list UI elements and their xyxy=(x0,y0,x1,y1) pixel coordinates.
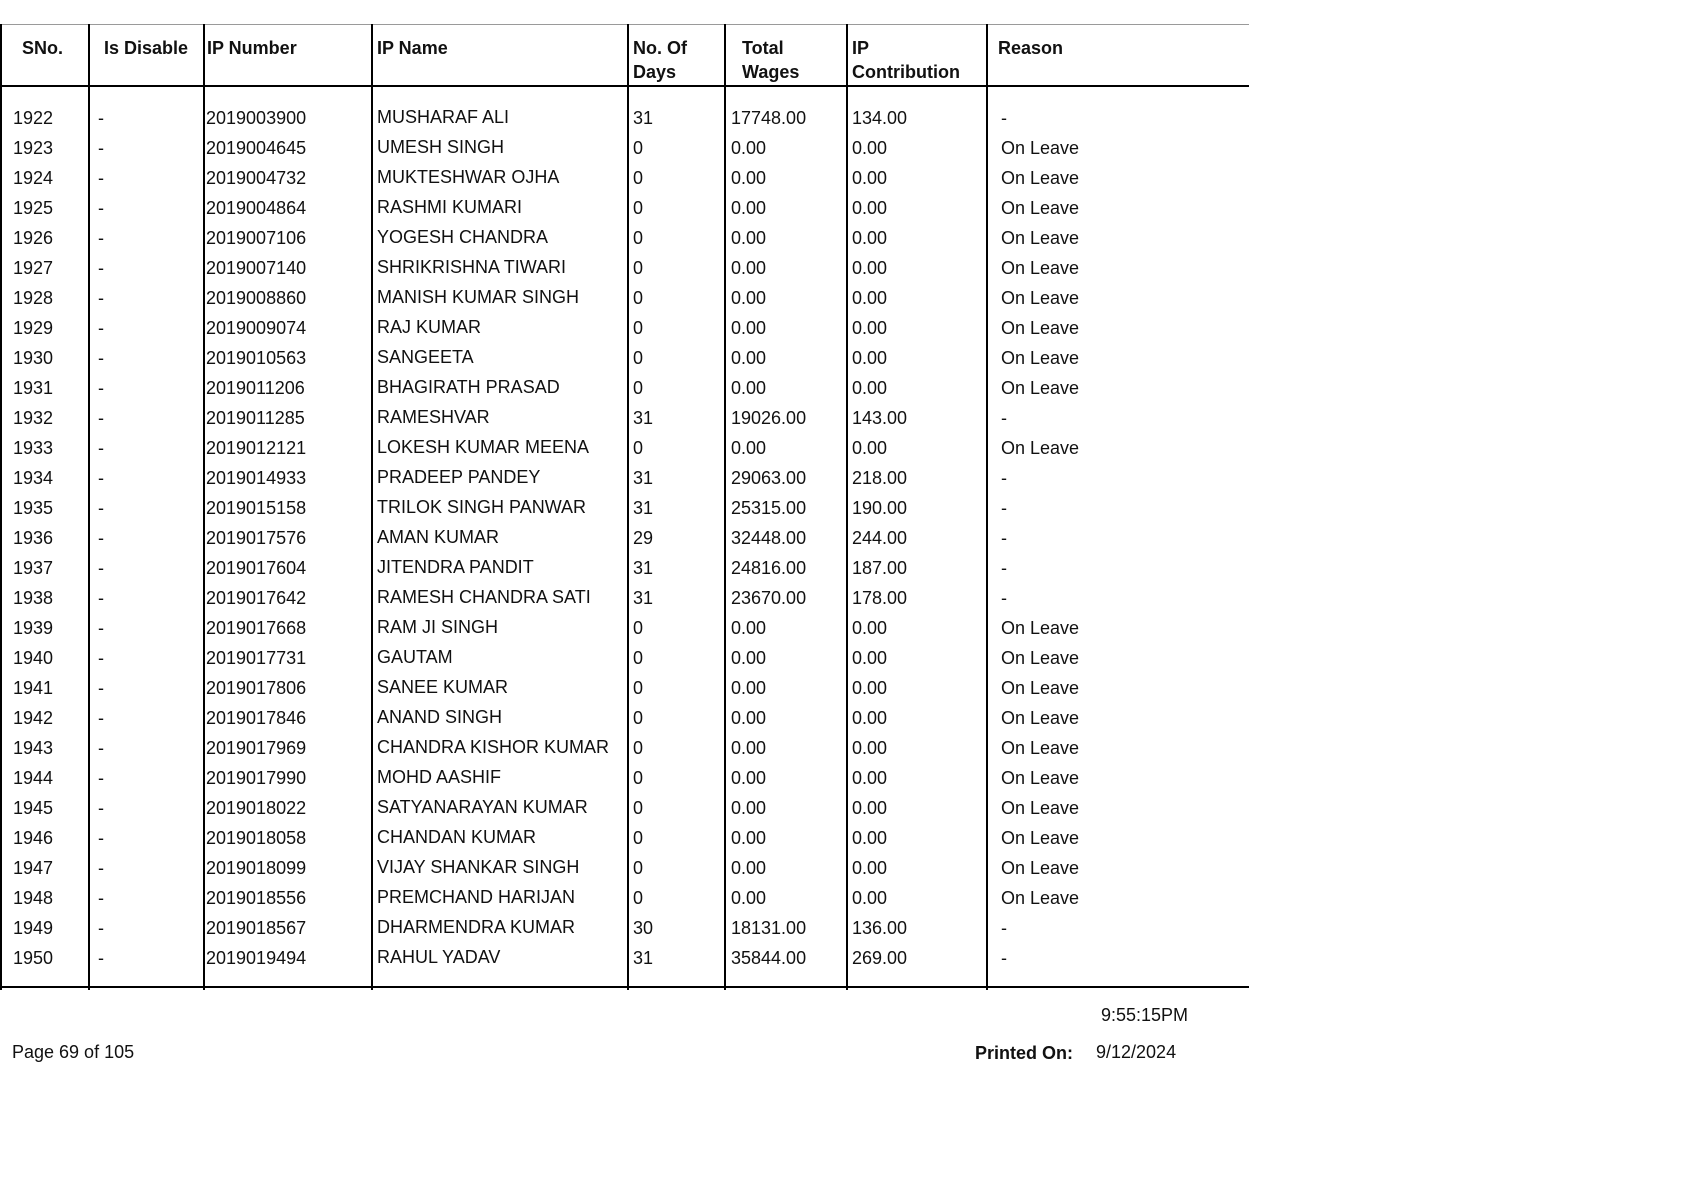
cell-sno: 1947 xyxy=(13,858,54,878)
cell-reason: On Leave xyxy=(1001,348,1080,368)
cell-sno: 1944 xyxy=(13,768,54,788)
cell-no-of-days: 31 xyxy=(633,408,654,428)
cell-reason: - xyxy=(1001,558,1007,578)
cell-ip-contribution: 0.00 xyxy=(852,768,888,788)
cell-ip-contribution: 0.00 xyxy=(852,798,888,818)
cell-ip-name: SANGEETA xyxy=(377,347,474,367)
cell-ip-contribution: 0.00 xyxy=(852,438,888,458)
cell-reason: On Leave xyxy=(1001,168,1080,188)
cell-ip-number: 2019017668 xyxy=(206,618,307,638)
cell-ip-contribution: 0.00 xyxy=(852,138,888,158)
cell-total-wages: 0.00 xyxy=(731,168,767,188)
cell-no-of-days: 0 xyxy=(633,708,644,728)
cell-ip-name: SHRIKRISHNA TIWARI xyxy=(377,257,567,277)
cell-ip-contribution: 134.00 xyxy=(852,108,908,128)
cell-ip-name: YOGESH CHANDRA xyxy=(377,227,549,247)
cell-total-wages: 0.00 xyxy=(731,768,767,788)
cell-ip-number: 2019011285 xyxy=(206,408,305,428)
cell-is-disable: - xyxy=(98,828,104,848)
cell-ip-number: 2019014933 xyxy=(206,468,307,488)
cell-total-wages: 19026.00 xyxy=(731,408,807,428)
cell-reason: - xyxy=(1001,408,1007,428)
cell-sno: 1946 xyxy=(13,828,54,848)
header-total-wages: Total Wages xyxy=(742,38,800,82)
cell-sno: 1937 xyxy=(13,558,54,578)
cell-ip-name: SANEE KUMAR xyxy=(377,677,509,697)
table-row xyxy=(0,134,1249,164)
table-row xyxy=(0,854,1249,884)
cell-no-of-days: 0 xyxy=(633,678,644,698)
cell-ip-name: CHANDAN KUMAR xyxy=(377,827,537,847)
cell-total-wages: 0.00 xyxy=(731,438,767,458)
cell-reason: - xyxy=(1001,948,1007,968)
cell-ip-number: 2019007140 xyxy=(206,258,307,278)
cell-sno: 1930 xyxy=(13,348,54,368)
cell-ip-contribution: 0.00 xyxy=(852,828,888,848)
cell-ip-number: 2019017731 xyxy=(206,648,307,668)
cell-is-disable: - xyxy=(98,168,104,188)
table-row xyxy=(0,404,1249,434)
cell-reason: On Leave xyxy=(1001,738,1080,758)
cell-ip-number: 2019017576 xyxy=(206,528,307,548)
cell-ip-number: 2019017969 xyxy=(206,738,307,758)
table-row xyxy=(0,164,1249,194)
cell-ip-contribution: 0.00 xyxy=(852,348,888,368)
cell-sno: 1945 xyxy=(13,798,54,818)
table-row xyxy=(0,914,1249,944)
cell-ip-name: VIJAY SHANKAR SINGH xyxy=(377,857,580,877)
cell-total-wages: 0.00 xyxy=(731,738,767,758)
cell-ip-contribution: 143.00 xyxy=(852,408,908,428)
cell-reason: On Leave xyxy=(1001,798,1080,818)
cell-ip-number: 2019018022 xyxy=(206,798,307,818)
table-row xyxy=(0,224,1249,254)
cell-total-wages: 0.00 xyxy=(731,798,767,818)
cell-ip-number: 2019018567 xyxy=(206,918,307,938)
cell-is-disable: - xyxy=(98,228,104,248)
cell-ip-contribution: 0.00 xyxy=(852,258,888,278)
cell-is-disable: - xyxy=(98,318,104,338)
cell-no-of-days: 0 xyxy=(633,888,644,908)
cell-ip-number: 2019019494 xyxy=(206,948,307,968)
table-row xyxy=(0,344,1249,374)
table-row xyxy=(0,764,1249,794)
cell-ip-contribution: 0.00 xyxy=(852,318,888,338)
cell-ip-number: 2019012121 xyxy=(206,438,307,458)
cell-ip-contribution: 136.00 xyxy=(852,918,908,938)
cell-no-of-days: 0 xyxy=(633,318,644,338)
table-row xyxy=(0,884,1249,914)
table-row xyxy=(0,734,1249,764)
cell-ip-contribution: 0.00 xyxy=(852,678,888,698)
cell-total-wages: 0.00 xyxy=(731,288,767,308)
cell-total-wages: 0.00 xyxy=(731,258,767,278)
header-no-of-days: No. Of Days xyxy=(633,38,687,82)
cell-no-of-days: 0 xyxy=(633,348,644,368)
cell-total-wages: 0.00 xyxy=(731,648,767,668)
cell-reason: On Leave xyxy=(1001,678,1080,698)
cell-reason: On Leave xyxy=(1001,768,1080,788)
cell-ip-name: PREMCHAND HARIJAN xyxy=(377,887,576,907)
cell-ip-contribution: 190.00 xyxy=(852,498,908,518)
cell-is-disable: - xyxy=(98,858,104,878)
cell-no-of-days: 0 xyxy=(633,288,644,308)
cell-total-wages: 23670.00 xyxy=(731,588,807,608)
cell-reason: On Leave xyxy=(1001,198,1080,218)
table-row xyxy=(0,374,1249,404)
cell-no-of-days: 31 xyxy=(633,588,654,608)
cell-reason: On Leave xyxy=(1001,708,1080,728)
cell-no-of-days: 0 xyxy=(633,828,644,848)
cell-is-disable: - xyxy=(98,798,104,818)
printed-on-date: 9/12/2024 xyxy=(1096,1042,1177,1062)
cell-ip-number: 2019007106 xyxy=(206,228,307,248)
cell-ip-name: AMAN KUMAR xyxy=(377,527,500,547)
cell-total-wages: 29063.00 xyxy=(731,468,807,488)
cell-sno: 1934 xyxy=(13,468,54,488)
cell-ip-name: GAUTAM xyxy=(377,647,453,667)
cell-reason: - xyxy=(1001,468,1007,488)
table-row xyxy=(0,644,1249,674)
cell-no-of-days: 31 xyxy=(633,948,654,968)
cell-total-wages: 0.00 xyxy=(731,678,767,698)
table-row xyxy=(0,194,1249,224)
cell-ip-number: 2019015158 xyxy=(206,498,307,518)
cell-no-of-days: 0 xyxy=(633,738,644,758)
cell-is-disable: - xyxy=(98,588,104,608)
cell-ip-name: TRILOK SINGH PANWAR xyxy=(377,497,587,517)
cell-ip-contribution: 0.00 xyxy=(852,888,888,908)
cell-is-disable: - xyxy=(98,198,104,218)
table-row xyxy=(0,254,1249,284)
header-ip-name: IP Name xyxy=(377,38,448,58)
cell-sno: 1940 xyxy=(13,648,54,668)
cell-ip-contribution: 0.00 xyxy=(852,198,888,218)
cell-total-wages: 0.00 xyxy=(731,228,767,248)
cell-sno: 1932 xyxy=(13,408,54,428)
cell-no-of-days: 31 xyxy=(633,108,654,128)
table-row xyxy=(0,464,1249,494)
cell-sno: 1949 xyxy=(13,918,54,938)
cell-no-of-days: 29 xyxy=(633,528,654,548)
cell-total-wages: 24816.00 xyxy=(731,558,807,578)
cell-ip-number: 2019018099 xyxy=(206,858,307,878)
cell-reason: On Leave xyxy=(1001,138,1080,158)
cell-ip-contribution: 0.00 xyxy=(852,168,888,188)
cell-is-disable: - xyxy=(98,648,104,668)
cell-sno: 1939 xyxy=(13,618,54,638)
cell-sno: 1924 xyxy=(13,168,54,188)
cell-no-of-days: 0 xyxy=(633,438,644,458)
table-header-rule xyxy=(0,85,1249,87)
table-row xyxy=(0,554,1249,584)
cell-ip-number: 2019004645 xyxy=(206,138,307,158)
cell-is-disable: - xyxy=(98,438,104,458)
cell-is-disable: - xyxy=(98,258,104,278)
cell-total-wages: 0.00 xyxy=(731,888,767,908)
cell-sno: 1948 xyxy=(13,888,54,908)
cell-ip-name: CHANDRA KISHOR KUMAR xyxy=(377,737,610,757)
cell-is-disable: - xyxy=(98,288,104,308)
cell-ip-name: JITENDRA PANDIT xyxy=(377,557,534,577)
cell-is-disable: - xyxy=(98,678,104,698)
cell-reason: On Leave xyxy=(1001,378,1080,398)
cell-ip-name: ANAND SINGH xyxy=(377,707,503,727)
cell-ip-name: RAMESHVAR xyxy=(377,407,490,427)
table-row xyxy=(0,104,1249,134)
cell-ip-contribution: 0.00 xyxy=(852,378,888,398)
table-row xyxy=(0,434,1249,464)
cell-sno: 1922 xyxy=(13,108,54,128)
cell-no-of-days: 0 xyxy=(633,768,644,788)
table-row xyxy=(0,824,1249,854)
table-row xyxy=(0,704,1249,734)
cell-sno: 1942 xyxy=(13,708,54,728)
cell-total-wages: 0.00 xyxy=(731,348,767,368)
cell-total-wages: 0.00 xyxy=(731,828,767,848)
cell-ip-number: 2019010563 xyxy=(206,348,307,368)
printed-time: 9:55:15PM xyxy=(1101,1005,1189,1025)
printed-on-label: Printed On: xyxy=(975,1043,1073,1063)
cell-sno: 1931 xyxy=(13,378,54,398)
header-reason: Reason xyxy=(998,38,1064,58)
cell-ip-number: 2019003900 xyxy=(206,108,307,128)
cell-sno: 1943 xyxy=(13,738,54,758)
cell-is-disable: - xyxy=(98,408,104,428)
cell-ip-number: 2019017604 xyxy=(206,558,307,578)
cell-is-disable: - xyxy=(98,708,104,728)
cell-no-of-days: 0 xyxy=(633,618,644,638)
cell-ip-number: 2019011206 xyxy=(206,378,305,398)
cell-sno: 1923 xyxy=(13,138,54,158)
cell-ip-name: RASHMI KUMARI xyxy=(377,197,523,217)
cell-total-wages: 18131.00 xyxy=(731,918,807,938)
cell-total-wages: 0.00 xyxy=(731,858,767,878)
cell-ip-number: 2019009074 xyxy=(206,318,307,338)
table-row xyxy=(0,614,1249,644)
cell-ip-name: MOHD AASHIF xyxy=(377,767,502,787)
cell-no-of-days: 30 xyxy=(633,918,654,938)
cell-reason: On Leave xyxy=(1001,288,1080,308)
cell-ip-contribution: 0.00 xyxy=(852,858,888,878)
cell-ip-contribution: 0.00 xyxy=(852,288,888,308)
cell-ip-name: RAHUL YADAV xyxy=(377,947,501,967)
cell-sno: 1928 xyxy=(13,288,54,308)
cell-is-disable: - xyxy=(98,348,104,368)
cell-ip-contribution: 218.00 xyxy=(852,468,908,488)
cell-total-wages: 25315.00 xyxy=(731,498,807,518)
cell-is-disable: - xyxy=(98,738,104,758)
cell-total-wages: 17748.00 xyxy=(731,108,807,128)
cell-reason: On Leave xyxy=(1001,648,1080,668)
cell-no-of-days: 0 xyxy=(633,798,644,818)
cell-is-disable: - xyxy=(98,108,104,128)
cell-reason: - xyxy=(1001,528,1007,548)
table-row xyxy=(0,674,1249,704)
cell-total-wages: 0.00 xyxy=(731,318,767,338)
cell-total-wages: 0.00 xyxy=(731,378,767,398)
cell-total-wages: 0.00 xyxy=(731,138,767,158)
cell-sno: 1926 xyxy=(13,228,54,248)
header-ip-contribution: IP Contribution xyxy=(852,38,960,82)
cell-ip-contribution: 0.00 xyxy=(852,648,888,668)
cell-reason: On Leave xyxy=(1001,618,1080,638)
cell-no-of-days: 0 xyxy=(633,198,644,218)
cell-ip-number: 2019017846 xyxy=(206,708,307,728)
cell-no-of-days: 0 xyxy=(633,858,644,878)
cell-reason: On Leave xyxy=(1001,858,1080,878)
header-ip-number: IP Number xyxy=(207,38,297,58)
cell-reason: On Leave xyxy=(1001,228,1080,248)
cell-sno: 1935 xyxy=(13,498,54,518)
cell-reason: On Leave xyxy=(1001,888,1080,908)
cell-reason: - xyxy=(1001,498,1007,518)
cell-sno: 1941 xyxy=(13,678,54,698)
cell-ip-name: LOKESH KUMAR MEENA xyxy=(377,437,590,457)
page-number: Page 69 of 105 xyxy=(12,1042,135,1062)
cell-is-disable: - xyxy=(98,918,104,938)
cell-reason: - xyxy=(1001,588,1007,608)
cell-reason: - xyxy=(1001,108,1007,128)
cell-ip-name: BHAGIRATH PRASAD xyxy=(377,377,560,397)
cell-reason: On Leave xyxy=(1001,828,1080,848)
cell-sno: 1938 xyxy=(13,588,54,608)
cell-ip-number: 2019017642 xyxy=(206,588,307,608)
table-row xyxy=(0,284,1249,314)
cell-ip-contribution: 178.00 xyxy=(852,588,908,608)
cell-total-wages: 0.00 xyxy=(731,618,767,638)
cell-ip-contribution: 269.00 xyxy=(852,948,908,968)
cell-is-disable: - xyxy=(98,528,104,548)
cell-is-disable: - xyxy=(98,888,104,908)
cell-sno: 1933 xyxy=(13,438,54,458)
cell-ip-name: RAM JI SINGH xyxy=(377,617,499,637)
table-row xyxy=(0,794,1249,824)
table-row xyxy=(0,944,1249,974)
cell-no-of-days: 0 xyxy=(633,138,644,158)
cell-is-disable: - xyxy=(98,378,104,398)
cell-ip-number: 2019008860 xyxy=(206,288,307,308)
cell-ip-name: PRADEEP PANDEY xyxy=(377,467,541,487)
table-row xyxy=(0,494,1249,524)
cell-ip-name: MANISH KUMAR SINGH xyxy=(377,287,580,307)
cell-reason: On Leave xyxy=(1001,318,1080,338)
cell-ip-name: MUKTESHWAR OJHA xyxy=(377,167,560,187)
cell-sno: 1927 xyxy=(13,258,54,278)
table-row xyxy=(0,584,1249,614)
cell-sno: 1936 xyxy=(13,528,54,548)
cell-ip-name: MUSHARAF ALI xyxy=(377,107,510,127)
cell-is-disable: - xyxy=(98,768,104,788)
cell-sno: 1950 xyxy=(13,948,54,968)
cell-reason: On Leave xyxy=(1001,258,1080,278)
cell-no-of-days: 0 xyxy=(633,258,644,278)
table-body xyxy=(0,104,1249,974)
cell-ip-number: 2019004864 xyxy=(206,198,307,218)
cell-is-disable: - xyxy=(98,138,104,158)
cell-ip-name: SATYANARAYAN KUMAR xyxy=(377,797,588,817)
cell-is-disable: - xyxy=(98,948,104,968)
cell-is-disable: - xyxy=(98,498,104,518)
cell-ip-number: 2019017990 xyxy=(206,768,307,788)
table-bottom-rule xyxy=(0,986,1249,988)
cell-ip-contribution: 0.00 xyxy=(852,708,888,728)
cell-total-wages: 35844.00 xyxy=(731,948,807,968)
cell-no-of-days: 31 xyxy=(633,498,654,518)
cell-ip-contribution: 244.00 xyxy=(852,528,908,548)
cell-is-disable: - xyxy=(98,468,104,488)
cell-is-disable: - xyxy=(98,618,104,638)
cell-ip-number: 2019017806 xyxy=(206,678,307,698)
cell-ip-contribution: 0.00 xyxy=(852,228,888,248)
cell-sno: 1925 xyxy=(13,198,54,218)
cell-total-wages: 0.00 xyxy=(731,708,767,728)
cell-ip-number: 2019004732 xyxy=(206,168,307,188)
cell-no-of-days: 31 xyxy=(633,558,654,578)
cell-no-of-days: 0 xyxy=(633,648,644,668)
cell-ip-name: UMESH SINGH xyxy=(377,137,505,157)
cell-ip-number: 2019018556 xyxy=(206,888,307,908)
cell-no-of-days: 0 xyxy=(633,378,644,398)
cell-total-wages: 32448.00 xyxy=(731,528,807,548)
table-row xyxy=(0,314,1249,344)
header-is-disable: Is Disable xyxy=(104,38,189,58)
cell-sno: 1929 xyxy=(13,318,54,338)
cell-ip-name: DHARMENDRA KUMAR xyxy=(377,917,576,937)
cell-ip-name: RAMESH CHANDRA SATI xyxy=(377,587,591,607)
cell-total-wages: 0.00 xyxy=(731,198,767,218)
cell-ip-contribution: 0.00 xyxy=(852,738,888,758)
cell-no-of-days: 31 xyxy=(633,468,654,488)
cell-ip-number: 2019018058 xyxy=(206,828,307,848)
cell-ip-name: RAJ KUMAR xyxy=(377,317,482,337)
cell-ip-contribution: 187.00 xyxy=(852,558,908,578)
cell-ip-contribution: 0.00 xyxy=(852,618,888,638)
cell-no-of-days: 0 xyxy=(633,228,644,248)
table-top-rule xyxy=(0,24,1249,25)
cell-reason: On Leave xyxy=(1001,438,1080,458)
cell-reason: - xyxy=(1001,918,1007,938)
cell-is-disable: - xyxy=(98,558,104,578)
header-sno: SNo. xyxy=(22,38,64,58)
table-row xyxy=(0,524,1249,554)
cell-no-of-days: 0 xyxy=(633,168,644,188)
